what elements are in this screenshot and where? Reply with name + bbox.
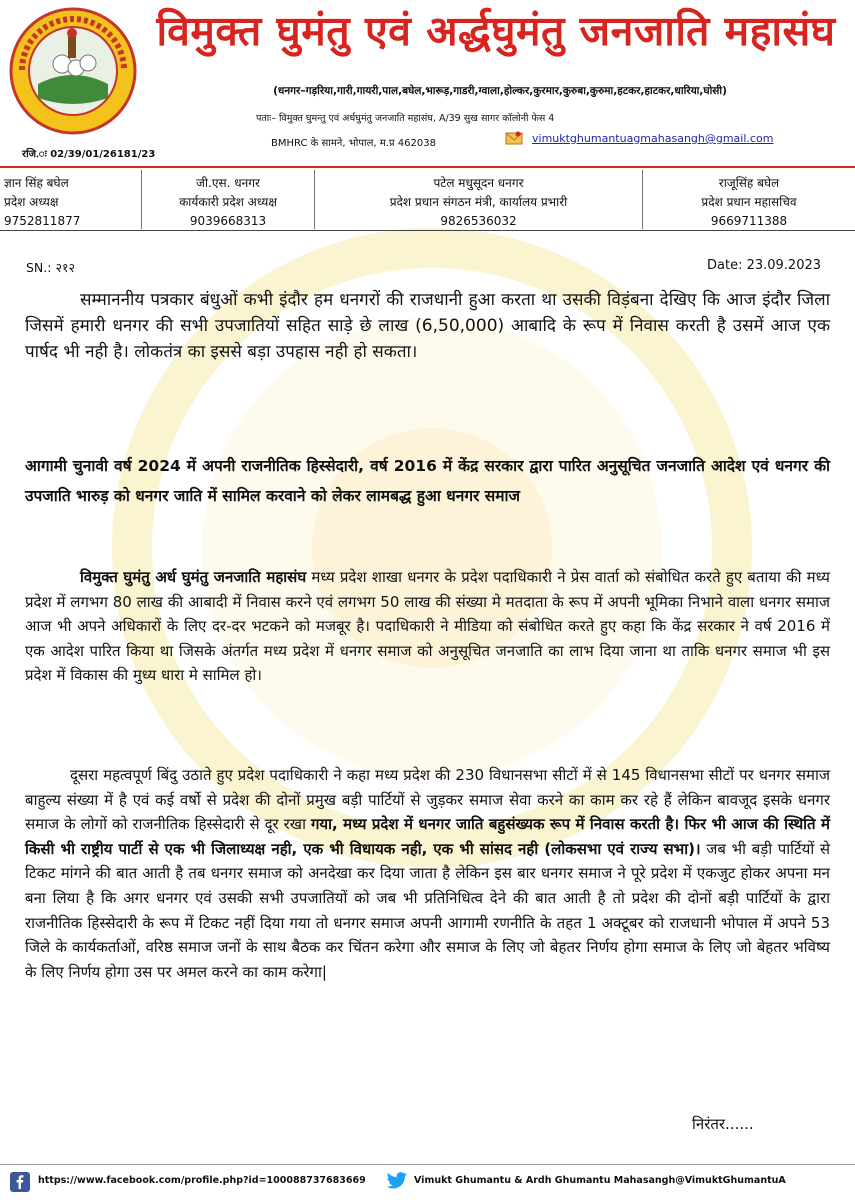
officer-name: पटेल मधुसूदन धनगर [433, 176, 524, 190]
paragraph-text: सम्माननीय पत्रकार बंधुओं कभी इंदौर हम धनगरों की राजधानी हुआ करता था उसकी विड़ंबना देखिए कि आज इंदौर जिला जिसमें हमारी धनगर की सभी उपजातियों सहित साड़े छे लाख (6,50,000) आबादि के रूप में निवास करती है उसमें आज एक पार्षद भी नही है। लोकतंत्र का इससे बड़ा उपहास नही हो सकता। [25, 290, 830, 362]
facebook-link[interactable]: https://www.facebook.com/profile.php?id=100088737683669 [38, 1175, 366, 1186]
officer-card [315, 170, 643, 229]
officer-phone: 9039668313 [189, 214, 267, 228]
officer-phone: 9669711388 [710, 214, 788, 228]
paragraph-text: मध्य प्रदेश शाखा धनगर के प्रदेश पदाधिकारी ने प्रेस वार्ता को संबोधित करते हुए बताया की मध्य प्रदेश में लगभग 80 लाख की आबादी में निवास करने एवं लगभग 50 लाख की संख्या मे मतदाता के रूप में अपनी भूमिका निभाने वाला धनगर समाज आज भी अपने अधिकारों के लिए दर-दर भटकने को मजबूर है। पदाधिकारी ने मीडिया को संबोधित करते हुए कहा कि केंद्र सरकार ने वर्ष 2016 में एक आदेश पारित किया था जिसके अंतर्गत मध्य प्रदेश में धनगर समाज को अनुसूचित जनजाति का लाभ दिया जाना था ताकि धनगर समाज भी इस प्रदेश में विकास की मुध्य धारा मे सामिल हो। [25, 568, 831, 685]
paragraph-emphasis: गया, मध्य प्रदेश में धनगर जाति बहुसंख्यक रूप में निवास करती है। फिर भी आज की स्थिति में किसी भी राष्ट्रीय पार्टी से एक भी जिलाध्यक्ष नही, एक भी विधायक नही, एक भी सांसद नही (लोकसभा एवं राज्य सभा)। [25, 815, 830, 858]
footer-divider [0, 1164, 855, 1165]
address-line-2: BMHRC के सामने, भोपाल, म.प्र 462038 [271, 138, 436, 149]
registration-number: रजि.ः 02/39/01/26181/23 [22, 149, 156, 160]
officer-role: प्रदेश प्रधान महासचिव [701, 195, 797, 209]
officer-name: जी.एस. धनगर [196, 176, 260, 190]
address-line-1: पताः– विमुक्त घुमन्तु एवं अर्धघुमंतु जनजाति महासंघ, A/39 सुख सागर कॉलोनी फेस 4 [256, 113, 555, 124]
header-divider [0, 166, 855, 168]
paragraph-press-statement [25, 565, 830, 688]
letter-date: Date: 23.09.2023 [707, 258, 822, 273]
officers-strip [0, 170, 855, 229]
officer-card [0, 170, 142, 229]
officer-role: प्रदेश प्रधान संगठन मंत्री, कार्यालय प्रभारी [389, 195, 568, 209]
organization-logo-icon [8, 6, 138, 136]
paragraph-text: जब भी बड़ी पार्टियों से टिकट मांगने की बात आती है तब धनगर समाज को अनदेखा कर दिया जाता है लेकिन इस बार धनगर समाज ने पूरे प्रदेश में एकजुट होकर अपना मन बना लिया है कि अगर धनगर एवं उसकी सभी उपजातियों को जब भी प्रतिनिधित्व देने की बात आती है तो प्रदेश की दोनों बड़ी पार्टियों के द्वारा राजनीतिक हिस्सेदारी के रूप में टिकट नहीं दिया गया तो धनगर समाज अपनी आगामी रणनीति के तहत 1 अक्टूबर को राजधानी भोपाल में अपने 53 जिले के कार्यकर्ताओं, वरिष्ठ समाज जनों के साथ बैठक कर चिंतन करेगा और समाज के लिए जो बेहतर निर्णय होगा समाज के लिए जो बेहतर भविष्य के लिए निर्णय होगा उस पर अमल करने का काम करेगा| [25, 839, 830, 981]
officer-card [142, 170, 315, 229]
organization-name-inline: विमुक्त घुमंतु अर्ध घुमंतु जनजाति महासंघ [80, 568, 307, 586]
officer-name: राजूसिंह बघेल [718, 176, 780, 190]
serial-number: SN.: २१२ [26, 260, 75, 275]
mail-icon [505, 131, 523, 145]
officer-role: कार्यकारी प्रदेश अध्यक्ष [179, 195, 277, 209]
officer-name: ज्ञान सिंह बघेल [4, 176, 69, 190]
officer-card [643, 170, 855, 229]
facebook-icon [10, 1172, 30, 1192]
paragraph-intro [25, 287, 830, 365]
email-link[interactable]: vimuktghumantuagmahasangh@gmail.com [532, 132, 774, 145]
officer-phone: 9826536032 [440, 214, 517, 228]
officers-divider [0, 230, 855, 231]
paragraph-text: दूसरा महत्वपूर्ण बिंदु उठाते हुए प्रदेश पदाधिकारी ने कहा मध्य प्रदेश की 230 विधानसभा सीटों में से 145 विधानसभा सीटों पर धनगर समाज बाहुल्य संख्या में है एवं कई वर्षो से प्रदेश की दोनों प्रमुख बड़ी पार्टियों से जुड़कर समाज सेवा करने का काम कर रहे हैं लेकिन बावजूद इसके धनगर समाज के लोगों को राजनीतिक हिस्सेदारी से दूर रखा [25, 766, 830, 834]
continued-note: निरंतर...... [692, 1115, 754, 1133]
officer-phone: 9752811877 [4, 214, 81, 228]
paragraph-second-point [25, 763, 830, 984]
organization-title: विमुक्त घुमंतु एवं अर्द्धघुमंतु जनजाति महासंघ [156, 7, 836, 55]
officer-role: प्रदेश अध्यक्ष [4, 195, 59, 209]
paragraph-headline: आगामी चुनावी वर्ष 2024 में अपनी राजनीतिक हिस्सेदारी, वर्ष 2016 में केंद्र सरकार द्वारा पारित अनुसूचित जनजाति आदेश एवं धनगर की उपजाति भारुड़ को धनगर जाति में सामिल करवाने को लेकर लामबद्ध हुआ धनगर समाज [25, 457, 830, 505]
organization-subtitle: (धनगर–गड़रिया,गारी,गायरी,पाल,बघेल,भारूड़,गाडरी,ग्वाला,होल्कर,कुरमार,कुरुबा,कुरुमा,हटकर,हाटकर,धारिया,घोसी) [273, 85, 727, 97]
twitter-handle[interactable]: Vimukt Ghumantu & Ardh Ghumantu Mahasangh@VimuktGhumantuA [414, 1175, 786, 1186]
twitter-icon [386, 1172, 408, 1190]
